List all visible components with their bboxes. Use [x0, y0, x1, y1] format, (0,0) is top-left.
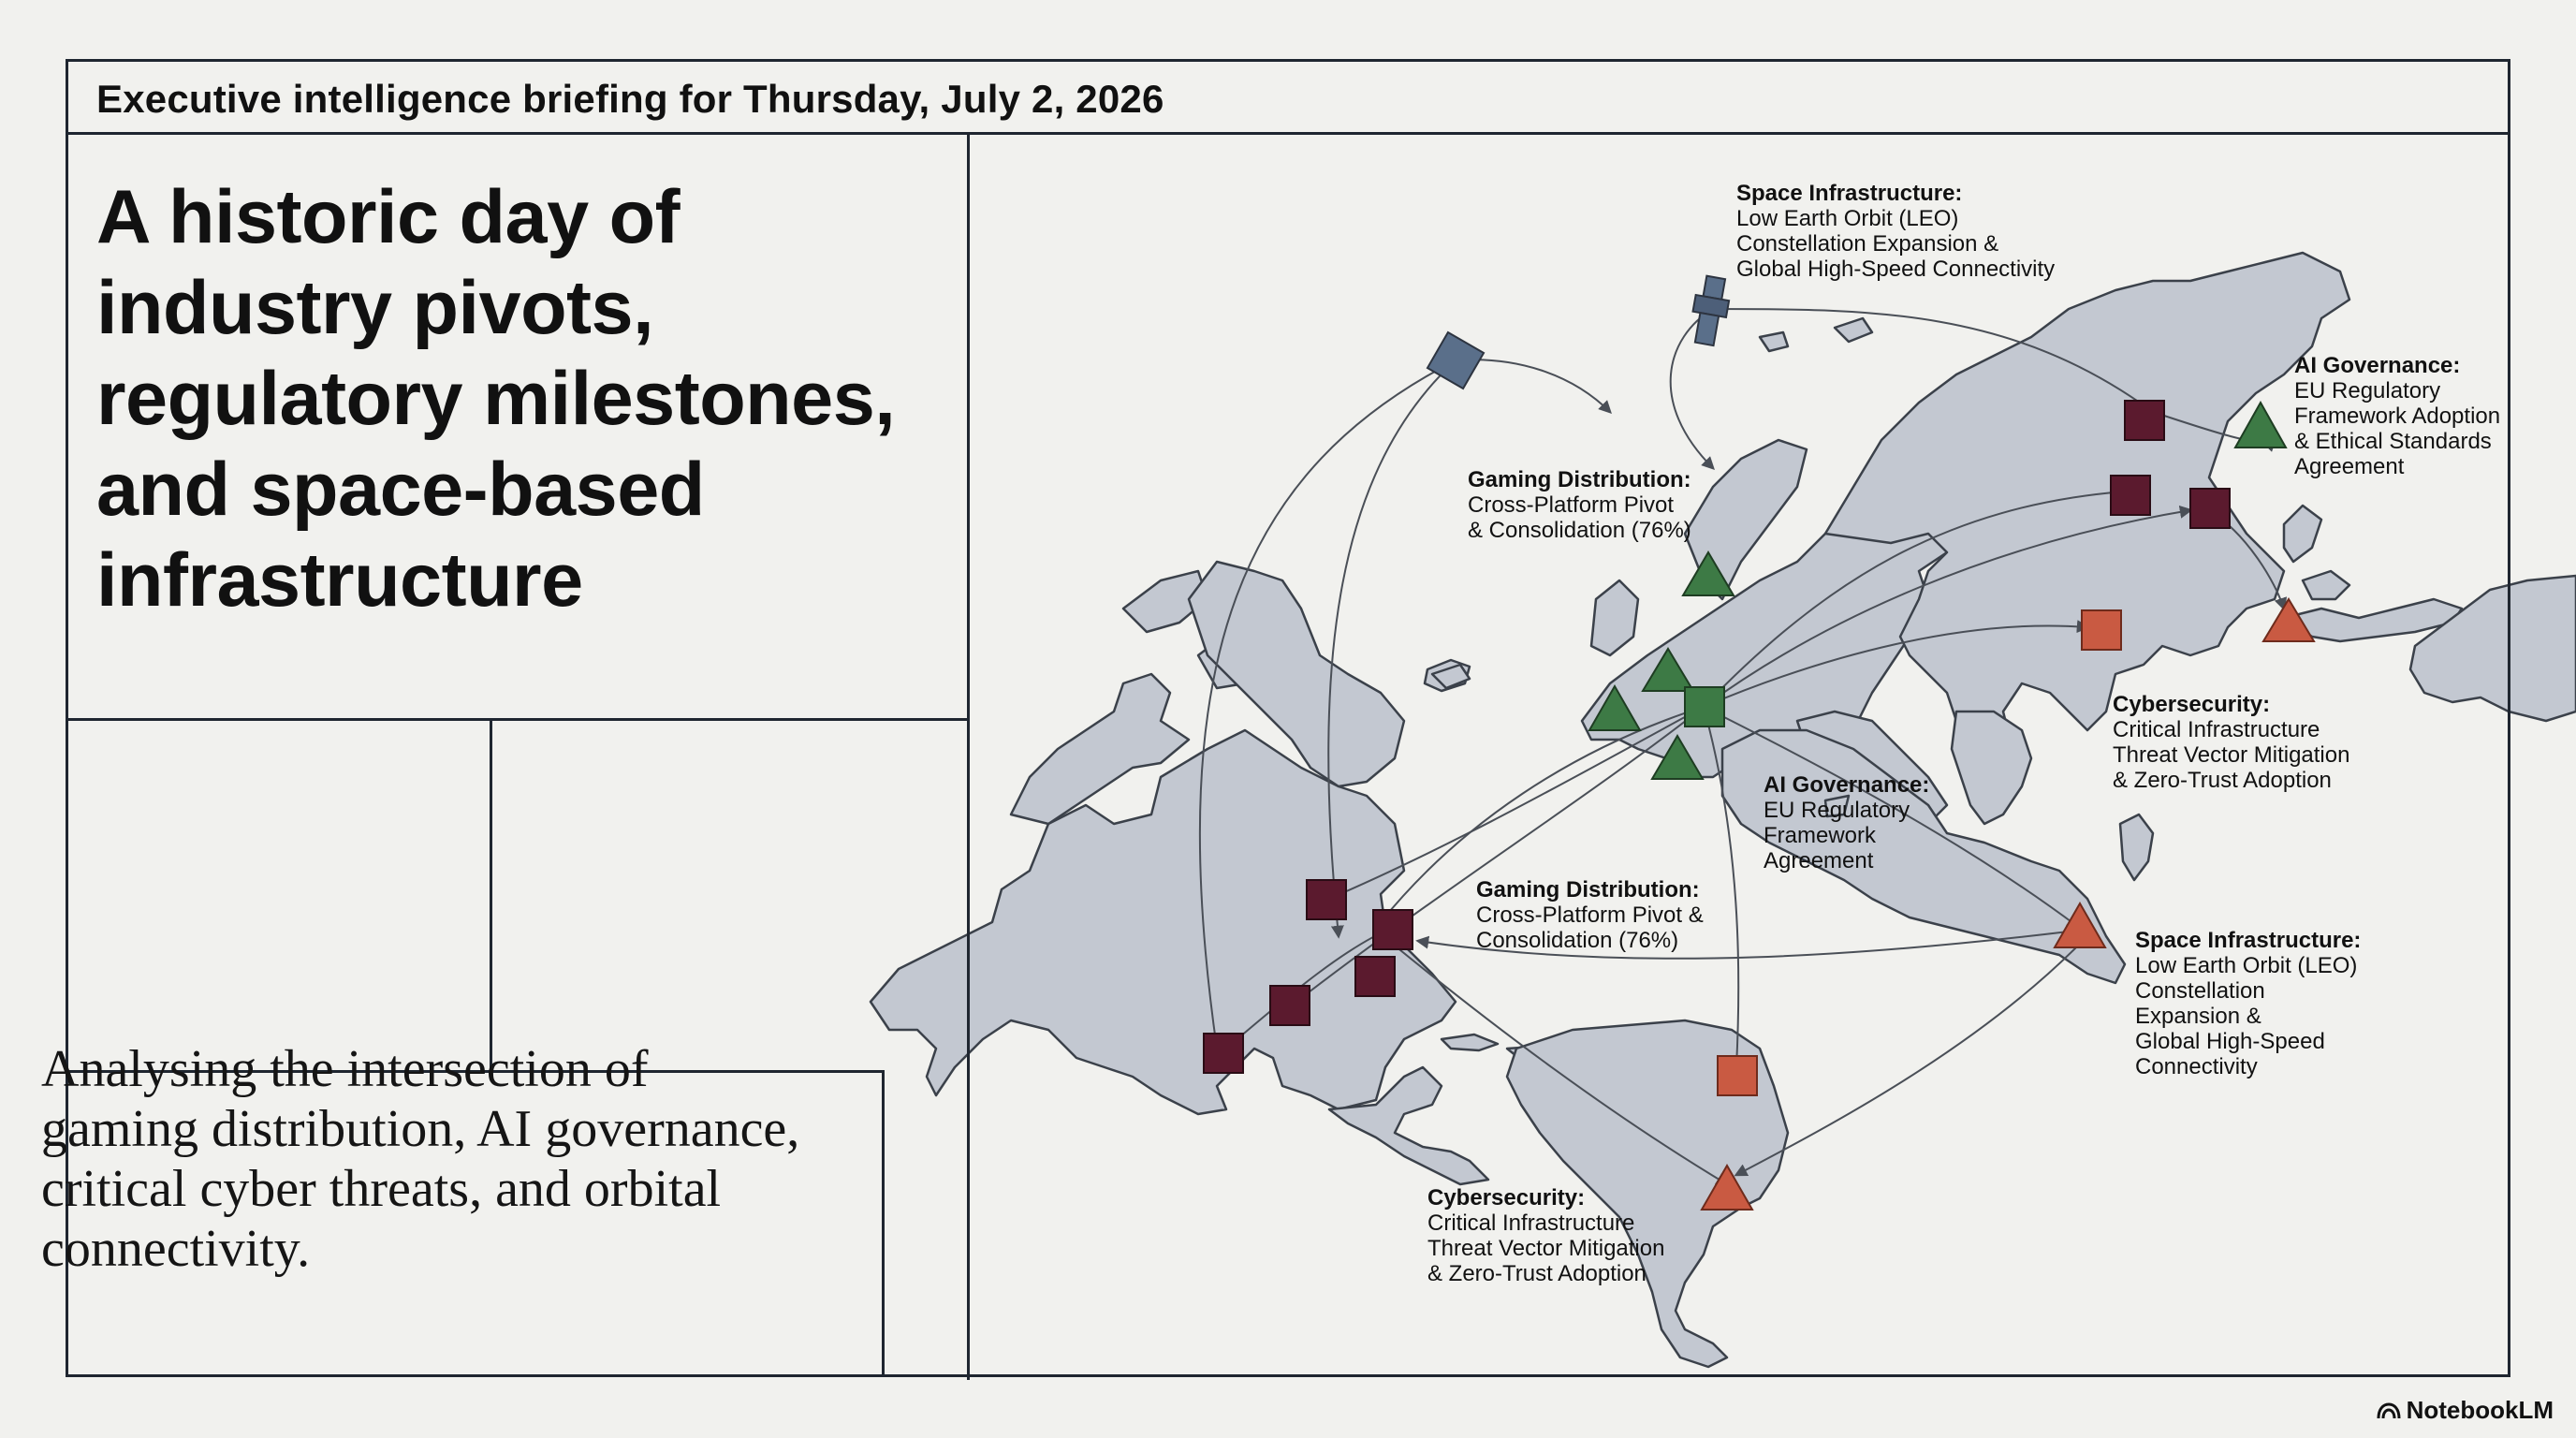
headline: A historic day of industry pivots, regulatory milestones, and space-based infrastructure — [96, 175, 896, 623]
panel-divider-small — [490, 718, 492, 1070]
label-space-north: Space Infrastructure: Low Earth Orbit (LEO) Constellation Expansion & Global High-Speed Connectivity — [1736, 181, 2056, 282]
label-cyber-east: Cybersecurity: Critical Infrastructure Threat Vector Mitigation & Zero-Trust Adoption — [2113, 692, 2350, 793]
label-gaming-europe: Gaming Distribution: Cross-Platform Pivot & Consolidation (76%) — [1468, 467, 1691, 543]
label-gaming-america: Gaming Distribution: Cross-Platform Pivot & Consolidation (76%) — [1476, 877, 1704, 953]
panel-divider-horizontal — [68, 718, 970, 721]
label-ai-gov-africa: AI Governance: EU Regulatory Framework Agreement — [1764, 772, 1930, 873]
notebooklm-logo-icon — [2377, 1401, 2401, 1420]
label-cyber-south: Cybersecurity: Critical Infrastructure Threat Vector Mitigation & Zero-Trust Adoption — [1427, 1185, 1665, 1286]
summary-text: Analysing the intersection of gaming distribution, AI governance, critical cyber threats, and orbital connectivity. — [41, 1040, 800, 1278]
header-bar — [68, 62, 2508, 135]
panel-divider-vertical — [967, 135, 970, 1380]
briefing-title: Executive intelligence briefing for Thursday, July 2, 2026 — [96, 77, 1164, 121]
label-ai-gov-east: AI Governance: EU Regulatory Framework Adoption & Ethical Standards Agreement — [2294, 353, 2501, 479]
brand-watermark — [2377, 1396, 2554, 1425]
label-space-south: Space Infrastructure: Low Earth Orbit (LEO) Constellation Expansion & Global High-Speed Connectivity — [2135, 928, 2362, 1079]
brand-name: NotebookLM — [2406, 1396, 2554, 1424]
